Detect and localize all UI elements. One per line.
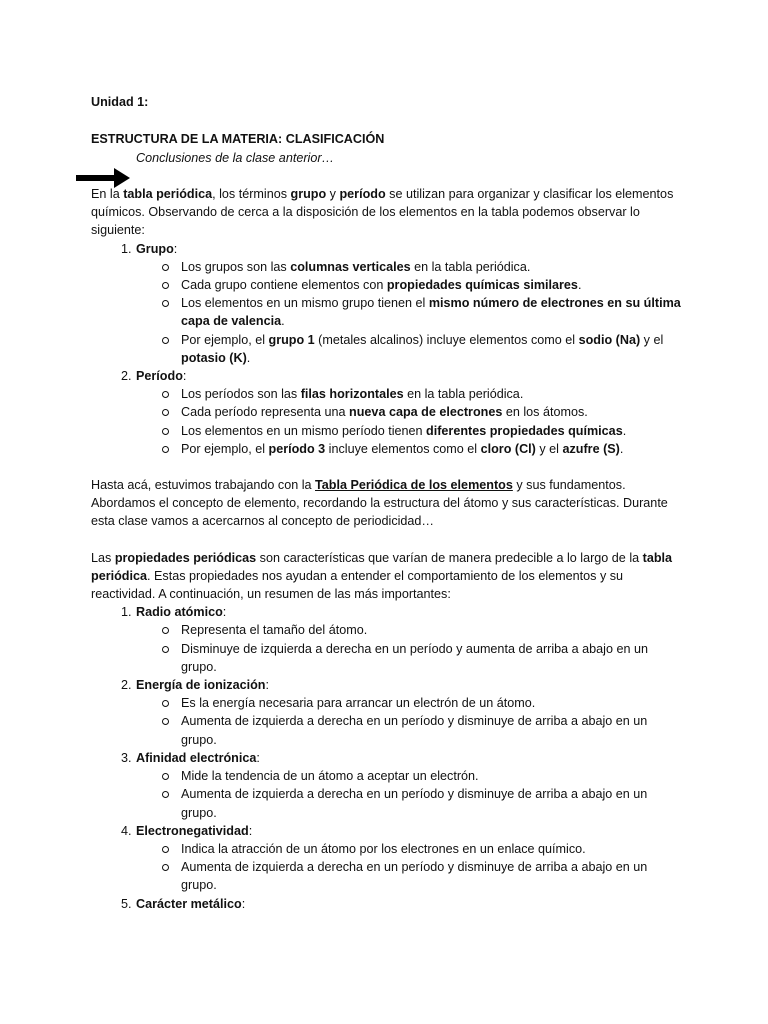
properties-list xyxy=(91,603,686,912)
list-item-afinidad-electronica: 3. Afinidad electrónica: Mide la tendencia de un átomo a aceptar un electrón. Aumenta de izquierda a derecha en un período y disminuye de arriba a abajo en un grupo. xyxy=(135,749,686,822)
list-item: Es la energía necesaria para arrancar un electrón de un átomo. xyxy=(181,694,686,712)
list-item: Aumenta de izquierda a derecha en un período y disminuye de arriba a abajo en un grupo. xyxy=(181,785,686,821)
list-item: Aumenta de izquierda a derecha en un período y disminuye de arriba a abajo en un grupo. xyxy=(181,858,686,894)
list-item-periodo: 2. Período: Los períodos son las filas horizontales en la tabla periódica. Cada período representa una nueva capa de electrones en los átomos. Los elementos en un mismo período tienen diferentes propiedades químicas. Por ejemplo, el período 3 incluye elementos como el cloro (Cl) y el azufre (S). xyxy=(135,367,686,458)
list-item: Aumenta de izquierda a derecha en un período y disminuye de arriba a abajo en un grupo. xyxy=(181,712,686,748)
list-item: Los elementos en un mismo grupo tienen el mismo número de electrones en su última capa de valencia. xyxy=(181,294,686,330)
list-item: Por ejemplo, el período 3 incluye elementos como el cloro (Cl) y el azufre (S). xyxy=(181,440,686,458)
document-body xyxy=(91,185,686,913)
page-title: ESTRUCTURA DE LA MATERIA: CLASIFICACIÓN xyxy=(91,132,385,146)
list-item: Por ejemplo, el grupo 1 (metales alcalinos) incluye elementos como el sodio (Na) y el potasio (K). xyxy=(181,331,686,367)
list-item: Mide la tendencia de un átomo a aceptar un electrón. xyxy=(181,767,686,785)
table-reference: Tabla Periódica de los elementos xyxy=(315,478,513,493)
list-item: Representa el tamaño del átomo. xyxy=(181,621,686,639)
list-item: Los períodos son las filas horizontales en la tabla periódica. xyxy=(181,385,686,403)
context-paragraph: Hasta acá, estuvimos trabajando con la Tabla Periódica de los elementos y sus fundamentos. Abordamos el concepto de elemento, recordando la estructura del átomo y sus características. Durante esta clase vamos a acercarnos al concepto de periodicidad… xyxy=(91,478,668,529)
grupo-bullets xyxy=(136,258,686,367)
list-item-energia-ionizacion: 2. Energía de ionización: Es la energía necesaria para arrancar un electrón de un átomo. Aumenta de izquierda a derecha en un período y disminuye de arriba a abajo en un grupo. xyxy=(135,676,686,749)
list-item: Cada grupo contiene elementos con propiedades químicas similares. xyxy=(181,276,686,294)
list-item: Indica la atracción de un átomo por los electrones en un enlace químico. xyxy=(181,840,686,858)
list-item: Los elementos en un mismo período tienen diferentes propiedades químicas. xyxy=(181,422,686,440)
properties-intro-paragraph: Las propiedades periódicas son características que varían de manera predecible a lo largo de la tabla periódica. Estas propiedades nos ayudan a entender el comportamiento de los elementos y su reactividad. A continuación, un resumen de las más importantes: xyxy=(91,550,673,602)
list-item-grupo: 1. Grupo: Los grupos son las columnas verticales en la tabla periódica. Cada grupo contiene elementos con propiedades químicas similares. Los elementos en un mismo grupo tienen el mismo número de electrones en su última capa de valencia. Por ejemplo, el grupo 1 (metales alcalinos) incluye elementos como el sodio (Na) y el potasio (K). xyxy=(135,240,686,367)
list-item-radio-atomico: 1. Radio atómico: Representa el tamaño del átomo. Disminuye de izquierda a derecha en un período y aumenta de arriba a abajo en un grupo. xyxy=(135,603,686,676)
subtitle: Conclusiones de la clase anterior… xyxy=(136,151,335,165)
list-item-electronegatividad: 4. Electronegatividad: Indica la atracción de un átomo por los electrones en un enlace químico. Aumenta de izquierda a derecha en un período y disminuye de arriba a abajo en un grupo. xyxy=(135,822,686,895)
list-item: Los grupos son las columnas verticales en la tabla periódica. xyxy=(181,258,686,276)
list-item: Disminuye de izquierda a derecha en un período y aumenta de arriba a abajo en un grupo. xyxy=(181,640,686,676)
group-period-list xyxy=(91,240,686,458)
periodo-bullets xyxy=(136,385,686,458)
unit-heading: Unidad 1: xyxy=(91,95,149,109)
list-item: Cada período representa una nueva capa de electrones en los átomos. xyxy=(181,403,686,421)
list-item-caracter-metalico: 5. Carácter metálico: xyxy=(135,895,686,913)
intro-paragraph: En la tabla periódica, los términos grupo y período se utilizan para organizar y clasificar los elementos químicos. Observando de cerca a la disposición de los elementos en la tabla podemos observar lo siguiente: xyxy=(91,187,674,238)
